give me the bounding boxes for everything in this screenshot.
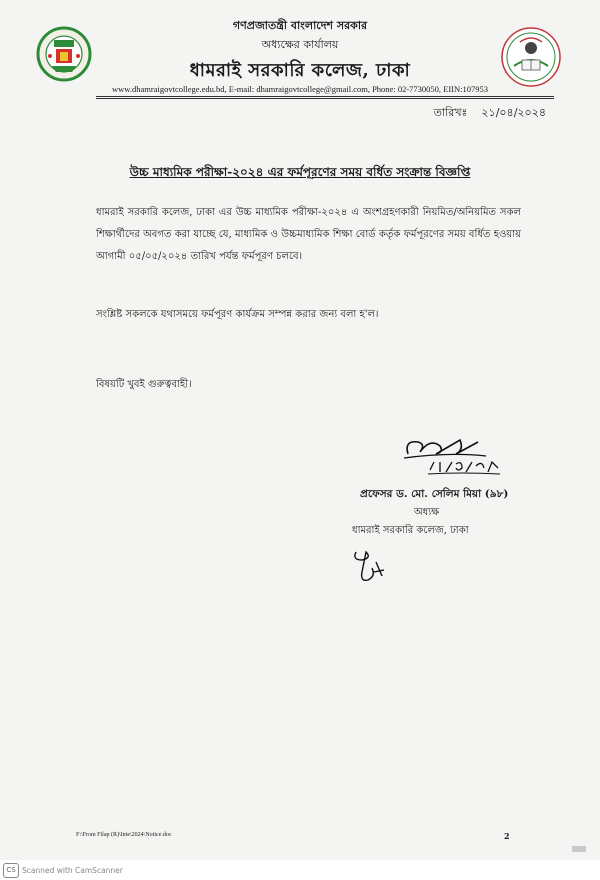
header-divider bbox=[96, 98, 554, 99]
contact-line: www.dhamraigovtcollege.edu.bd, E-mail: dhamraigovtcollege@gmail.com, Phone: 02-7730050, EIIN:107953 bbox=[112, 84, 488, 94]
date-line bbox=[434, 104, 546, 123]
signatory-title: অধ্যক্ষ bbox=[414, 507, 440, 518]
college-name: ধামরাই সরকারি কলেজ, ঢাকা bbox=[189, 60, 411, 81]
notice-paragraph: ধামরাই সরকারি কলেজ, ঢাকা এর উচ্চ মাধ্যমিক পরীক্ষা-২০২৪ এ অংশগ্রহণকারী নিয়মিত/অনিয়মিত সকল শিক্ষার্থীদের অবগত করা যাচ্ছে যে, মাধ্যমিক ও উচ্চমাধ্যমিক শিক্ষা বোর্ড কর্তৃক ফর্মপূরণের সময় বর্ধিত হওয়ায় আগামী ০৫/০৫/২০২৪ তারিখ পর্যন্ত ফর্মপূরণ চলবে। bbox=[96, 207, 521, 262]
handwritten-signature bbox=[400, 432, 510, 478]
page-number: 2 bbox=[504, 831, 510, 841]
initials-scrawl bbox=[348, 546, 388, 586]
scanner-watermark: Scanned with CamScanner bbox=[22, 866, 123, 875]
file-path: F:\From Filap (R)\Inte\2024\Notice.doc bbox=[76, 832, 172, 838]
notice-paragraph: সংশ্লিষ্ট সকলকে যথাসময়ে ফর্মপূরণ কার্যক্রম সম্পন্ন করার জন্য বলা হ'ল। bbox=[96, 309, 379, 320]
header-divider bbox=[96, 96, 554, 97]
date-label: তারিখঃ bbox=[433, 106, 468, 119]
notice-paragraph: বিষয়টি খুবই গুরুত্ববাহী। bbox=[96, 379, 192, 390]
camscanner-logo-icon: CS bbox=[3, 863, 19, 878]
office-name: অধ্যক্ষের কার্যালয় bbox=[261, 38, 339, 51]
signatory-college: ধামরাই সরকারি কলেজ, ঢাকা bbox=[352, 525, 469, 536]
date-value: ২১/০৪/২০২৪ bbox=[481, 106, 546, 119]
government-name: গণপ্রজাতন্ত্রী বাংলাদেশ সরকার bbox=[232, 19, 368, 32]
signatory-name: প্রফেসর ড. মো. সেলিম মিয়া (৯৮) bbox=[360, 488, 509, 500]
notice-title: উচ্চ মাধ্যমিক পরীক্ষা-২০২৪ এর ফর্মপূরণের সময় বর্ধিত সংক্রান্ত বিজ্ঞপ্তি bbox=[129, 165, 471, 179]
scan-mark bbox=[572, 846, 586, 852]
